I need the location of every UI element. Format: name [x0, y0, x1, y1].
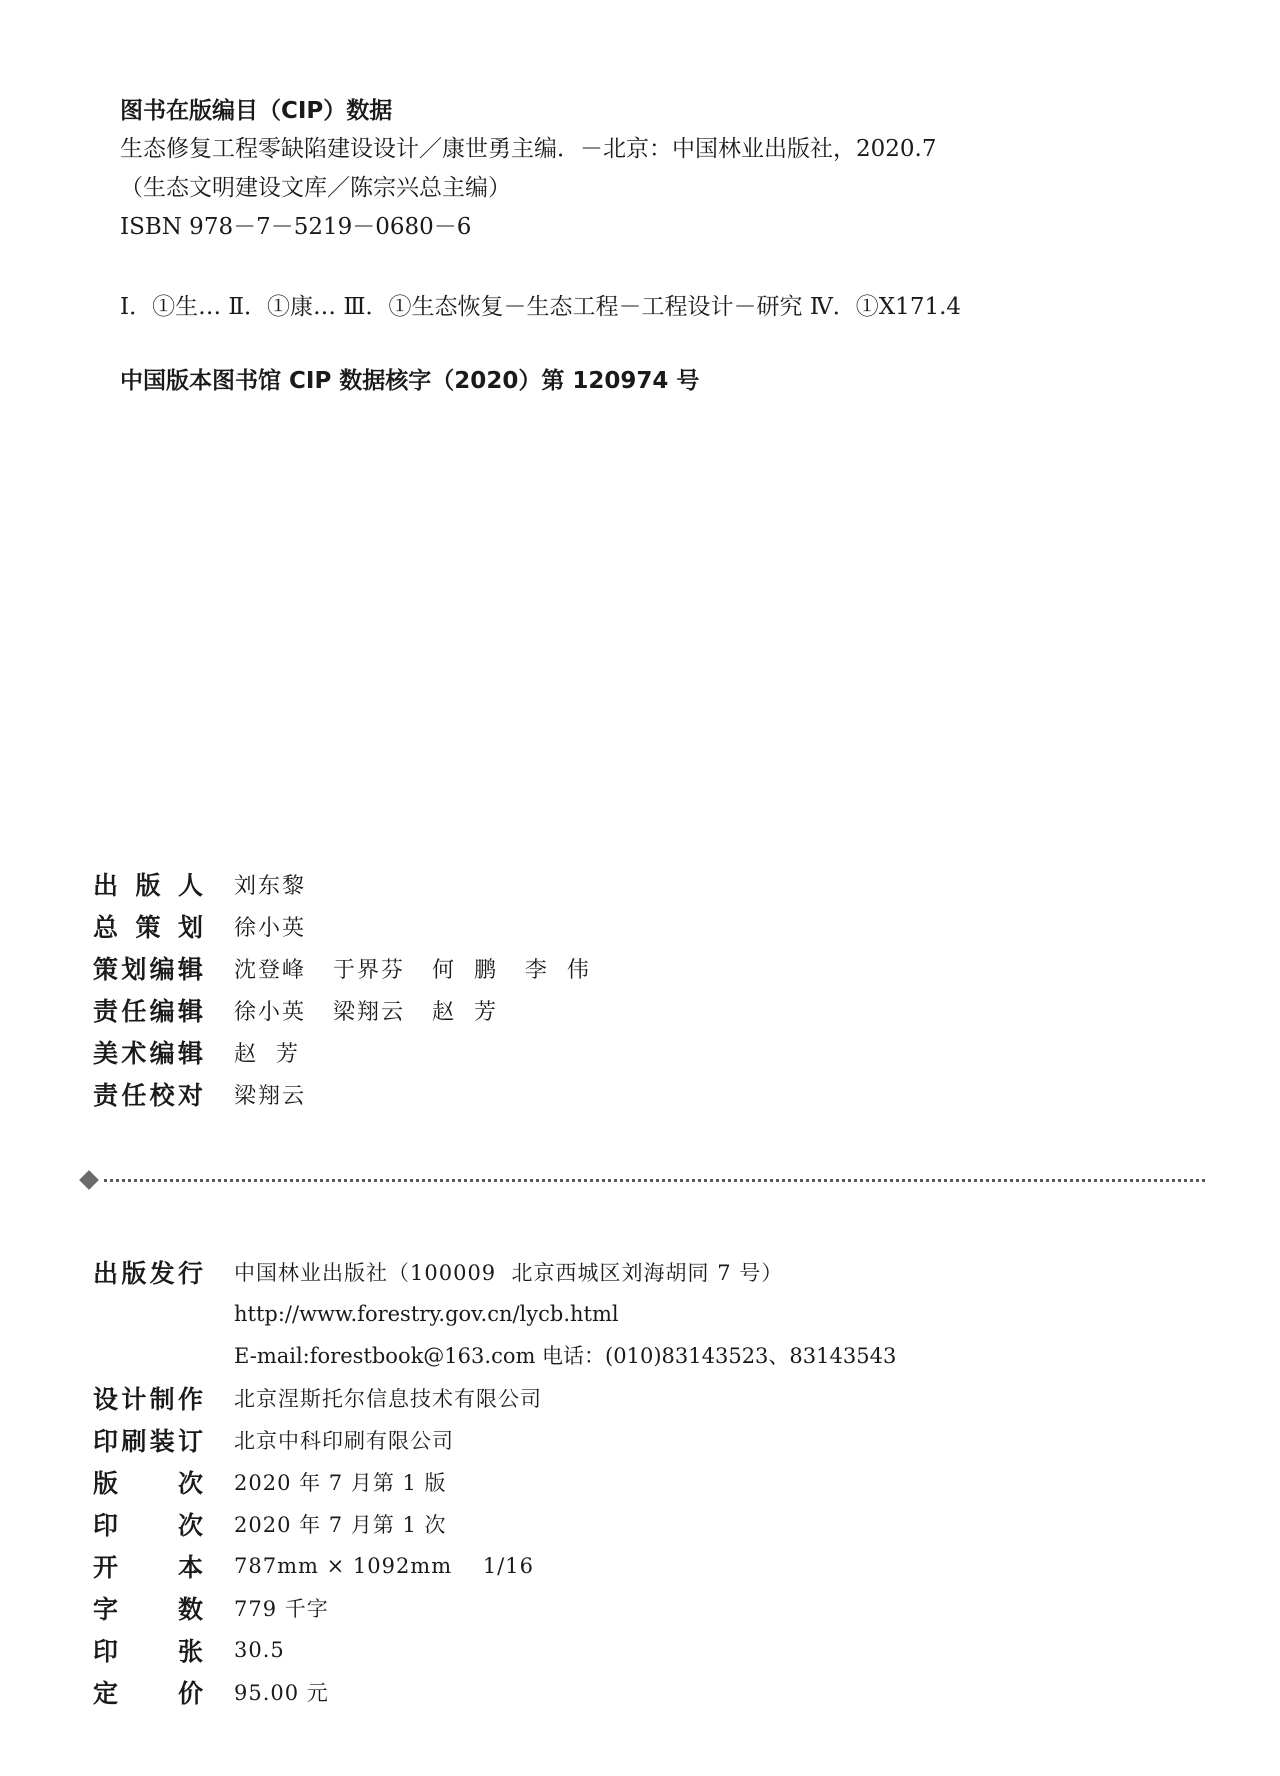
detail-label: 印张 — [93, 1637, 203, 1666]
detail-value: 2020 年 7 月第 1 次 — [234, 1513, 447, 1537]
detail-value: 北京中科印刷有限公司 — [234, 1429, 454, 1453]
publisher-website: http://www.forestry.gov.cn/lycb.html — [234, 1302, 619, 1326]
detail-row — [93, 1671, 1093, 1713]
credit-row — [93, 905, 993, 947]
detail-row — [93, 1377, 1093, 1419]
staff-credits — [93, 863, 993, 1115]
detail-value: 30.5 — [234, 1638, 285, 1662]
detail-label: 印次 — [93, 1511, 203, 1540]
credit-label: 责任校对 — [93, 1081, 203, 1110]
diamond-icon — [79, 1170, 99, 1190]
credit-row — [93, 989, 993, 1031]
detail-value: 95.00 元 — [234, 1681, 329, 1705]
detail-label: 版次 — [93, 1469, 203, 1498]
detail-value: 779 千字 — [234, 1597, 329, 1621]
publication-details — [93, 1251, 1093, 1713]
detail-row — [93, 1587, 1093, 1629]
detail-value: 北京涅斯托尔信息技术有限公司 — [234, 1387, 542, 1411]
credit-label: 出版人 — [93, 871, 203, 900]
detail-row — [93, 1461, 1093, 1503]
cip-series-line: （生态文明建设文库／陈宗兴总主编） — [120, 175, 511, 201]
cip-verification: 中国版本图书馆 CIP 数据核字（2020）第 120974 号 — [120, 368, 700, 394]
detail-value: 787mm × 1092mm 1/16 — [234, 1554, 534, 1578]
credit-row — [93, 863, 993, 905]
credit-row — [93, 1073, 993, 1115]
credit-row — [93, 1031, 993, 1073]
credit-label: 美术编辑 — [93, 1039, 203, 1068]
detail-label: 定价 — [93, 1679, 203, 1708]
cip-title-line: 生态修复工程零缺陷建设设计／康世勇主编．－北京：中国林业出版社，2020.7 — [120, 136, 937, 162]
credit-row — [93, 947, 993, 989]
credit-value: 赵 芳 — [234, 1041, 300, 1067]
detail-row — [93, 1419, 1093, 1461]
publisher-value: 中国林业出版社（100009 北京西城区刘海胡同 7 号） — [234, 1261, 784, 1285]
publisher-contact: E-mail:forestbook@163.com 电话：(010)83143523、83143543 — [234, 1344, 897, 1368]
credit-value: 刘东黎 — [234, 873, 307, 899]
cip-heading: 图书在版编目（CIP）数据 — [120, 98, 393, 124]
publisher-row — [93, 1251, 1093, 1293]
detail-row — [93, 1503, 1093, 1545]
credit-label: 责任编辑 — [93, 997, 203, 1026]
dotted-rule — [104, 1179, 1205, 1182]
detail-label: 印刷装订 — [93, 1427, 203, 1456]
detail-label: 设计制作 — [93, 1385, 203, 1414]
cip-block — [120, 92, 1220, 401]
credit-label: 总策划 — [93, 913, 203, 942]
credit-value: 徐小英 梁翔云 赵 芳 — [234, 999, 498, 1025]
credit-value: 徐小英 — [234, 915, 307, 941]
cip-isbn-line: ISBN 978－7－5219－0680－6 — [120, 214, 472, 240]
credit-value: 沈登峰 于界芬 何 鹏 李 伟 — [234, 957, 591, 983]
publisher-label: 出版发行 — [93, 1259, 203, 1288]
credit-label: 策划编辑 — [93, 955, 203, 984]
detail-label: 开本 — [93, 1553, 203, 1582]
credit-value: 梁翔云 — [234, 1083, 307, 1109]
cip-classification: Ⅰ．①生… Ⅱ．①康… Ⅲ．①生态恢复－生态工程－工程设计－研究 Ⅳ．①X171.4 — [120, 294, 962, 320]
detail-label: 字数 — [93, 1595, 203, 1624]
detail-row — [93, 1629, 1093, 1671]
section-divider — [80, 1172, 1205, 1188]
detail-row — [93, 1545, 1093, 1587]
detail-value: 2020 年 7 月第 1 版 — [234, 1471, 447, 1495]
